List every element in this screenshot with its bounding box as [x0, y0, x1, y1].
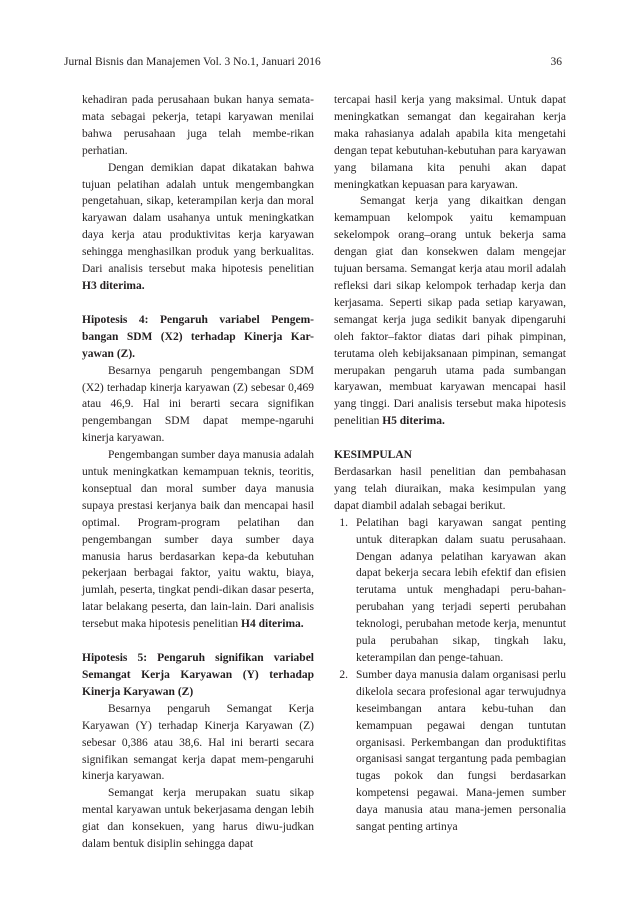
- running-header: [64, 56, 562, 68]
- conclusion-list: [334, 515, 566, 836]
- list-item-text: Sumber daya manusia dalam organisasi perlu dikelola secara profesional agar terwujudnya keseimbangan antara kebu-tuhan dan kemampuan pegawai dengan tuntutan organisasi. Perkembangan dan produktifitas organisasi sangat tergantung pada pembagian tugas pokok dan fungsi berdasarkan kompetensi pegawai. Mana-jemen sumber daya manusia atau mana-jemen personalia sangat penting artinya: [356, 668, 566, 834]
- list-item: [334, 667, 566, 836]
- hypothesis-4-heading: Hipotesis 4: Pengaruh variabel Pengem-bangan SDM (X2) terhadap Kinerja Kar-yawan (Z).: [82, 313, 314, 360]
- hypothesis-5-result: Besarnya pengaruh Semangat Kerja Karyawan (Y) terhadap Kinerja Karyawan (Z) sebesar 0,386 atau 38,6. Hal ini berarti secara signifikan semangat kerja dapat mem-pengaruhi kinerja karyawan.: [82, 702, 314, 783]
- journal-title: Jurnal Bisnis dan Manajemen Vol. 3 No.1, Januari 2016: [64, 56, 321, 68]
- right-column: [334, 92, 566, 836]
- h5-result: H5 diterima.: [382, 415, 445, 428]
- hypothesis-5-discussion: Semangat kerja merupakan suatu sikap mental karyawan untuk bekerjasama dengan lebih giat dan konsekuen, yang harus diwu-judkan dalam bentuk disiplin sehingga dapat: [82, 787, 314, 851]
- paragraph-continued: kehadiran pada perusahaan bukan hanya semata-mata sebagai pekerja, tetapi karyawan menilai bahwa perusahaan juga telah membe-rikan perhatian.: [82, 94, 314, 157]
- h4-result: H4 diterima.: [241, 618, 304, 631]
- hypothesis-5-heading: Hipotesis 5: Pengaruh signifikan variabel Semangat Kerja Karyawan (Y) terhadap Kinerja Karyawan (Z): [82, 652, 314, 698]
- paragraph-h3-conclusion: Dengan demikian dapat dikatakan bahwa tujuan pelatihan adalah untuk mengembangkan pengetahuan, sikap, keterampilan kerja dan moral karyawan dalam usahanya untuk meningkatkan daya kerja atau produktivitas kerja karyawan sehingga menghasilkan produk yang berkualitas. Dari analisis tersebut maka hipotesis penelitian H3 diterima.: [82, 161, 314, 292]
- list-item-number: 1.: [339, 516, 348, 529]
- left-column: [82, 92, 314, 853]
- conclusion-heading: KESIMPULAN: [334, 449, 412, 462]
- hypothesis-4-discussion: Pengembangan sumber daya manusia adalah untuk meningkatkan kemampuan teknis, teoritis, konseptual dan moral sumber daya manusia supaya prestasi kerjanya baik dan mencapai hasil optimal. Program-program pelatihan dan pengembangan sumber daya sumber daya manusia harus berdasarkan kepa-da kebutuhan pekerjaan berbagai faktor, yaitu waktu, biaya, jumlah, peserta, tingkat pendi-dikan dasar peserta, latar belakang peserta, dan lain-lain. Dari analisis tersebut maka hipotesis penelitian H4 diterima.: [82, 449, 314, 631]
- list-item-text: Pelatihan bagi karyawan sangat penting untuk diterapkan dalam suatu perusahaan. Dengan adanya pelatihan karyawan akan dapat bekerja secara lebih efektif dan efisien terutama untuk menghadapi peru-bahan-perubahan yang terjadi seperti perubahan teknologi, perubahan metode kerja, menuntut pula perubahan sikap, tingkah laku, keterampilan dan penge-tahuan.: [356, 516, 566, 664]
- paragraph-continued-right: tercapai hasil kerja yang maksimal. Untuk dapat meningkatkan semangat dan kegairahan kerja maka rahasianya adalah apabila kita mengetahi dengan tepat kebutuhan-kebutuhan para karyawan yang bilamana kita penuhi akan dapat meningkatkan kepuasan para karyawan.: [334, 94, 566, 191]
- page-number: 36: [550, 56, 562, 68]
- list-item-number: 2.: [339, 668, 348, 681]
- list-item: [334, 515, 566, 667]
- h3-result: H3 diterima.: [82, 279, 145, 292]
- hypothesis-4-result: Besarnya pengaruh pengembangan SDM (X2) terhadap kinerja karyawan (Z) sebesar 0,469 atau 46,9. Hal ini berarti secara signifikan pengembangan SDM dapat mempe-ngaruhi kinerja karyawan.: [82, 364, 314, 445]
- conclusion-intro: Berdasarkan hasil penelitian dan pembahasan yang telah diuraikan, maka kesimpulan yang dapat diambil adalah sebagai berikut.: [334, 466, 566, 512]
- paragraph-h5-conclusion: Semangat kerja yang dikaitkan dengan kemampuan kelompok yaitu kemampuan sekelompok orang–orang untuk bekerja sama dengan giat dan konsekwen dalam mengejar tujuan bersama. Semangat kerja atau moril adalah refleksi dari sikap kelompok terhadap kerja dan kerjasama. Seperti sikap pada setiap karyawan, semangat kerja juga sedikit banyak dipengaruhi oleh faktor–faktor diatas dari pihak pimpinan, terutama oleh kebijaksanaan pimpinan, semangat merupakan pengaruh utama pada sumbangan karyawan, membuat karyawan mencapai hasil yang tinggi. Dari analisis tersebut maka hipotesis penelitian H5 diterima.: [334, 195, 566, 428]
